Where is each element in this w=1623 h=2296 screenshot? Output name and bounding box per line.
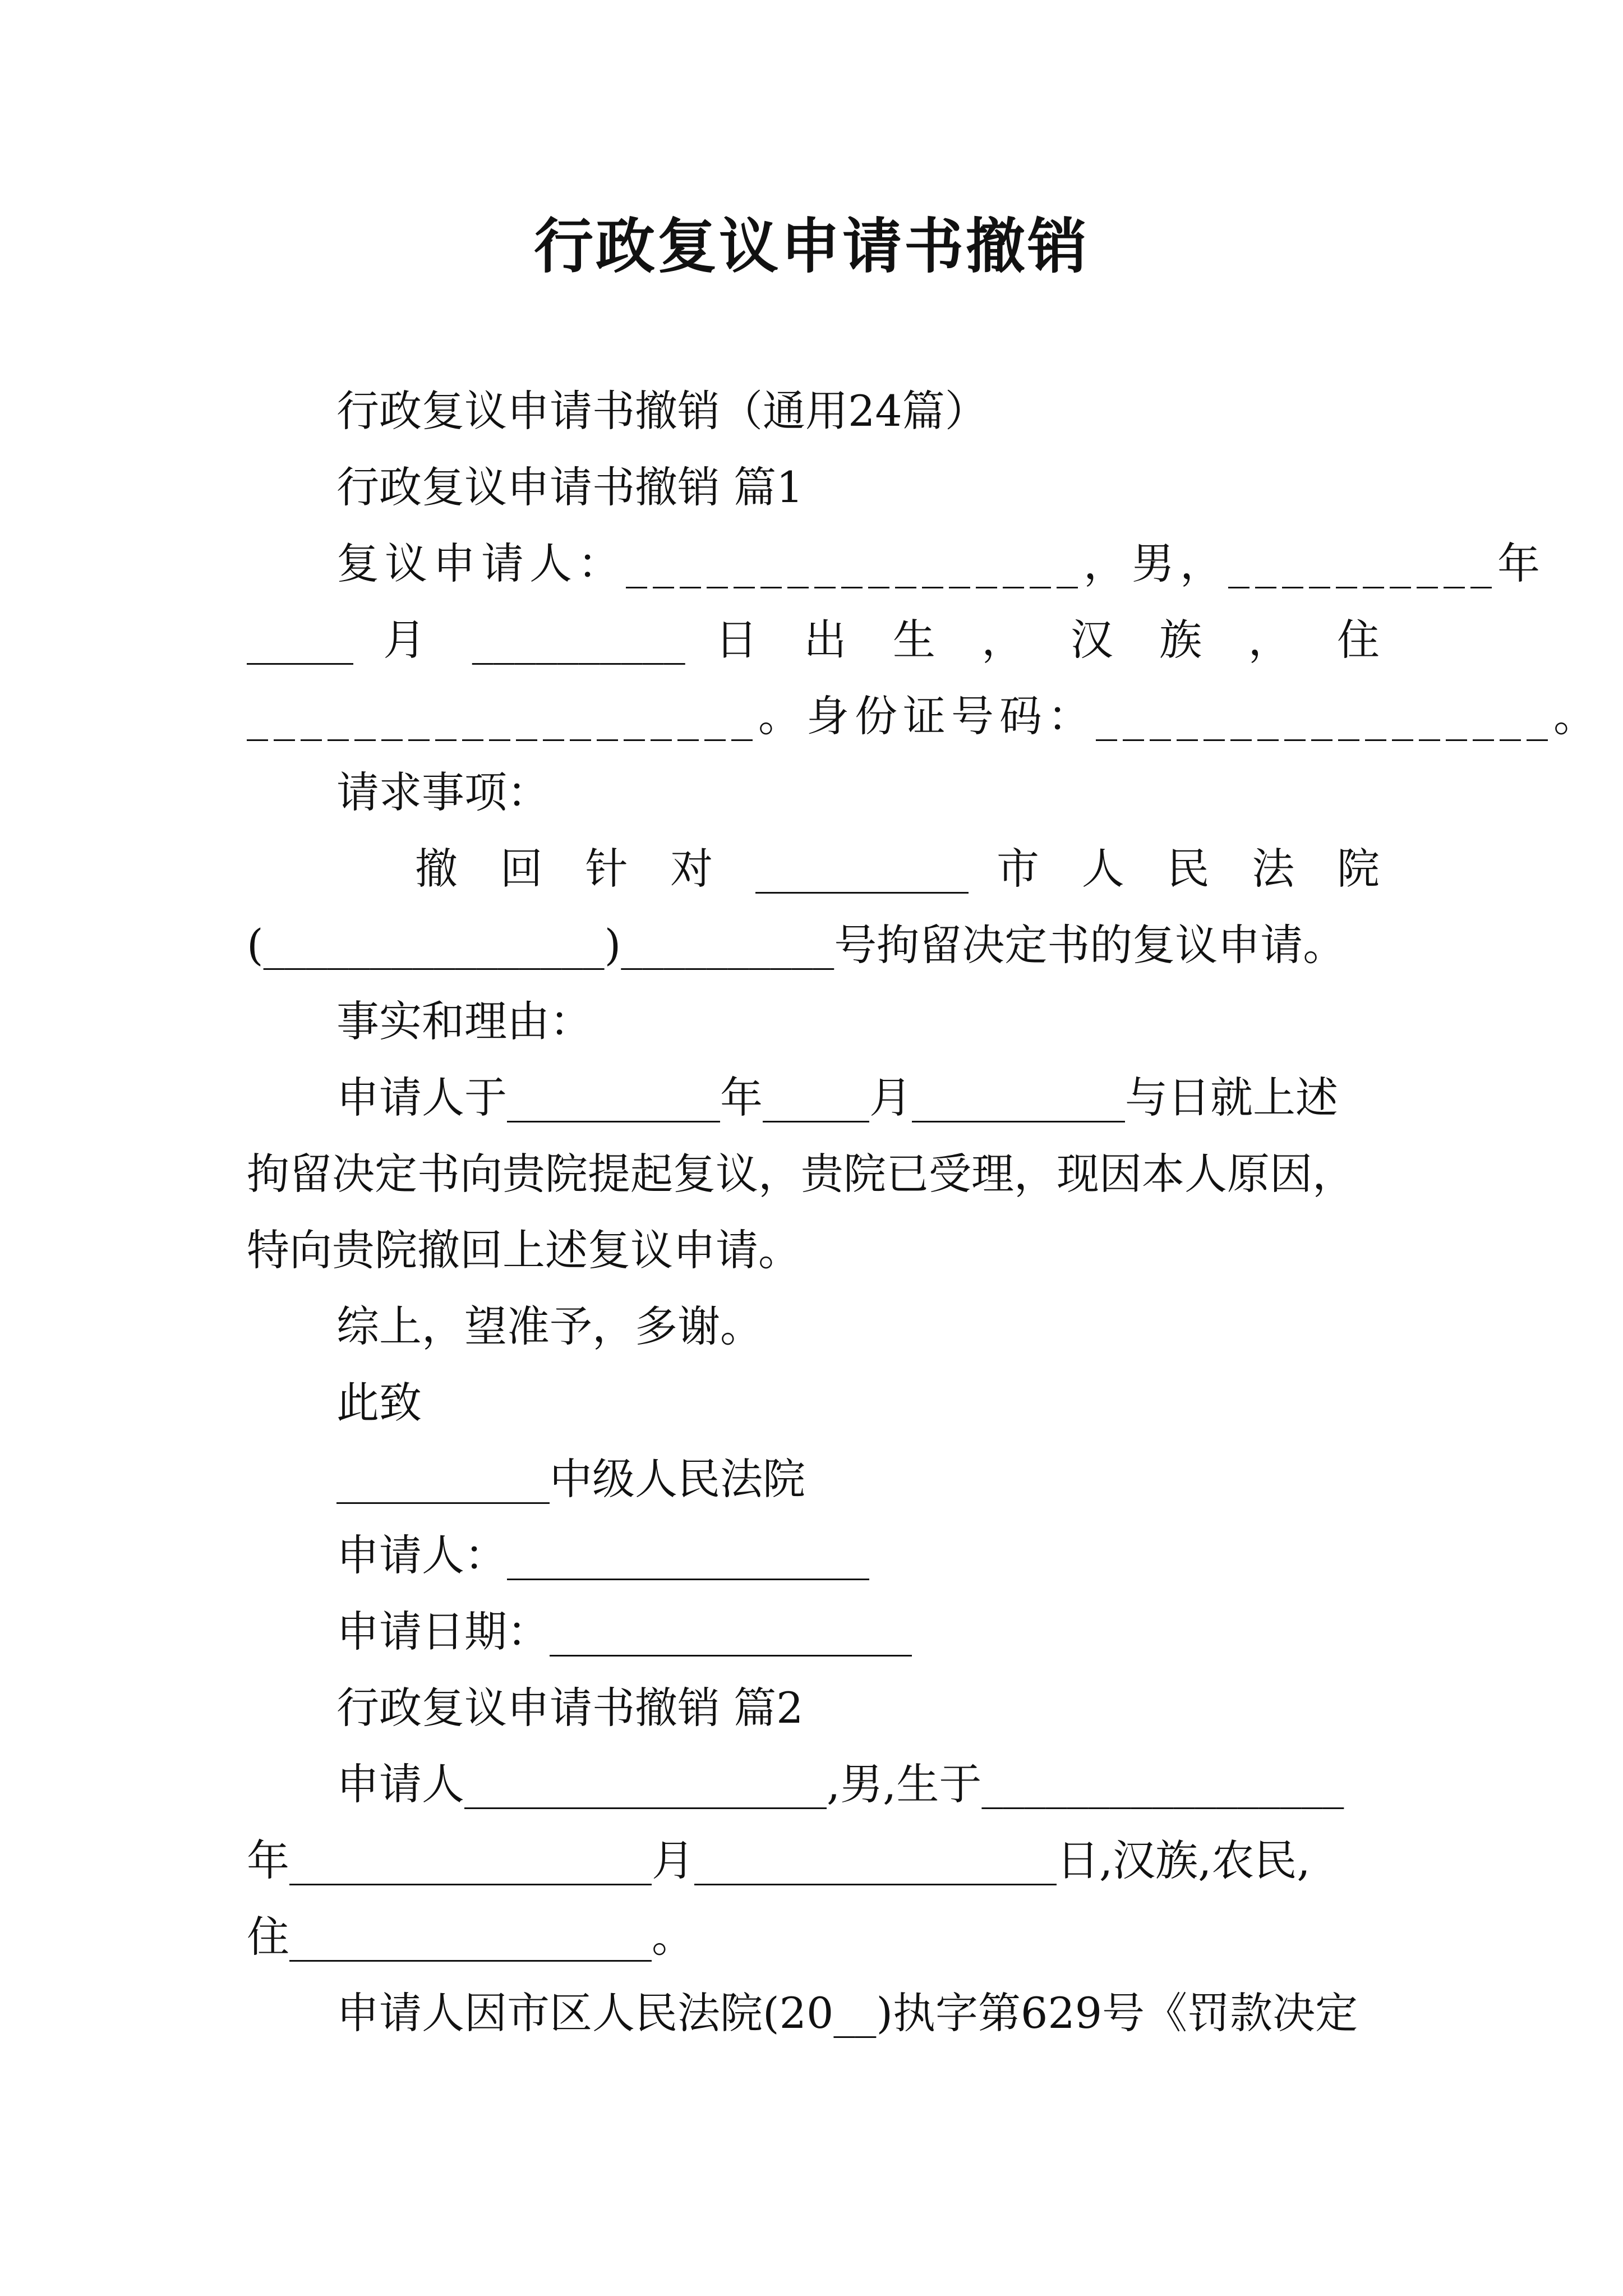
body-line: 申请人于__________年_____月__________与日就上述 [336, 1073, 1338, 1122]
body-line: 特向贵院撤回上述复议申请。 [247, 1225, 801, 1275]
body-line: 住_________________。 [247, 1912, 694, 1962]
applicant-signature-line: 申请人：_________________ [336, 1530, 869, 1580]
body-line: 年_________________月_________________日,汉族,农民, [247, 1835, 1311, 1885]
section-label: 请求事项： [336, 767, 550, 817]
section-heading-2: 行政复议申请书撤销 篇2 [336, 1683, 804, 1733]
body-line: 撤 回 针 对 __________ 市 人 民 法 院 [415, 844, 1380, 894]
body-line: (________________)__________号拘留决定书的复议申请。 [247, 920, 1346, 970]
section-heading-1: 行政复议申请书撤销 篇1 [336, 462, 804, 512]
closing-line: 此致 [336, 1378, 422, 1428]
body-line: _____ 月 __________ 日 出 生 ， 汉 族 ， 住 [247, 615, 1380, 665]
body-line: 申请人因市区人民法院(20__)执字第629号《罚款决定 [336, 1988, 1358, 2038]
body-line: 申请人_________________,男,生于_________________ [336, 1759, 1344, 1809]
subtitle-line: 行政复议申请书撤销（通用24篇） [336, 386, 988, 436]
body-line: 综上，望准予，多谢。 [336, 1301, 763, 1351]
section-label: 事实和理由： [336, 996, 592, 1046]
court-line: __________中级人民法院 [336, 1454, 805, 1504]
document-title: 行政复议申请书撤销 [534, 212, 1089, 281]
body-line: 拘留决定书向贵院提起复议，贵院已受理，现因本人原因， [247, 1149, 1355, 1199]
body-line: ___________________。身份证号码：_________________。 [247, 691, 1602, 741]
application-date-line: 申请日期：_________________ [336, 1607, 912, 1657]
body-line: 复议申请人：_________________，男，__________年 [336, 539, 1546, 588]
